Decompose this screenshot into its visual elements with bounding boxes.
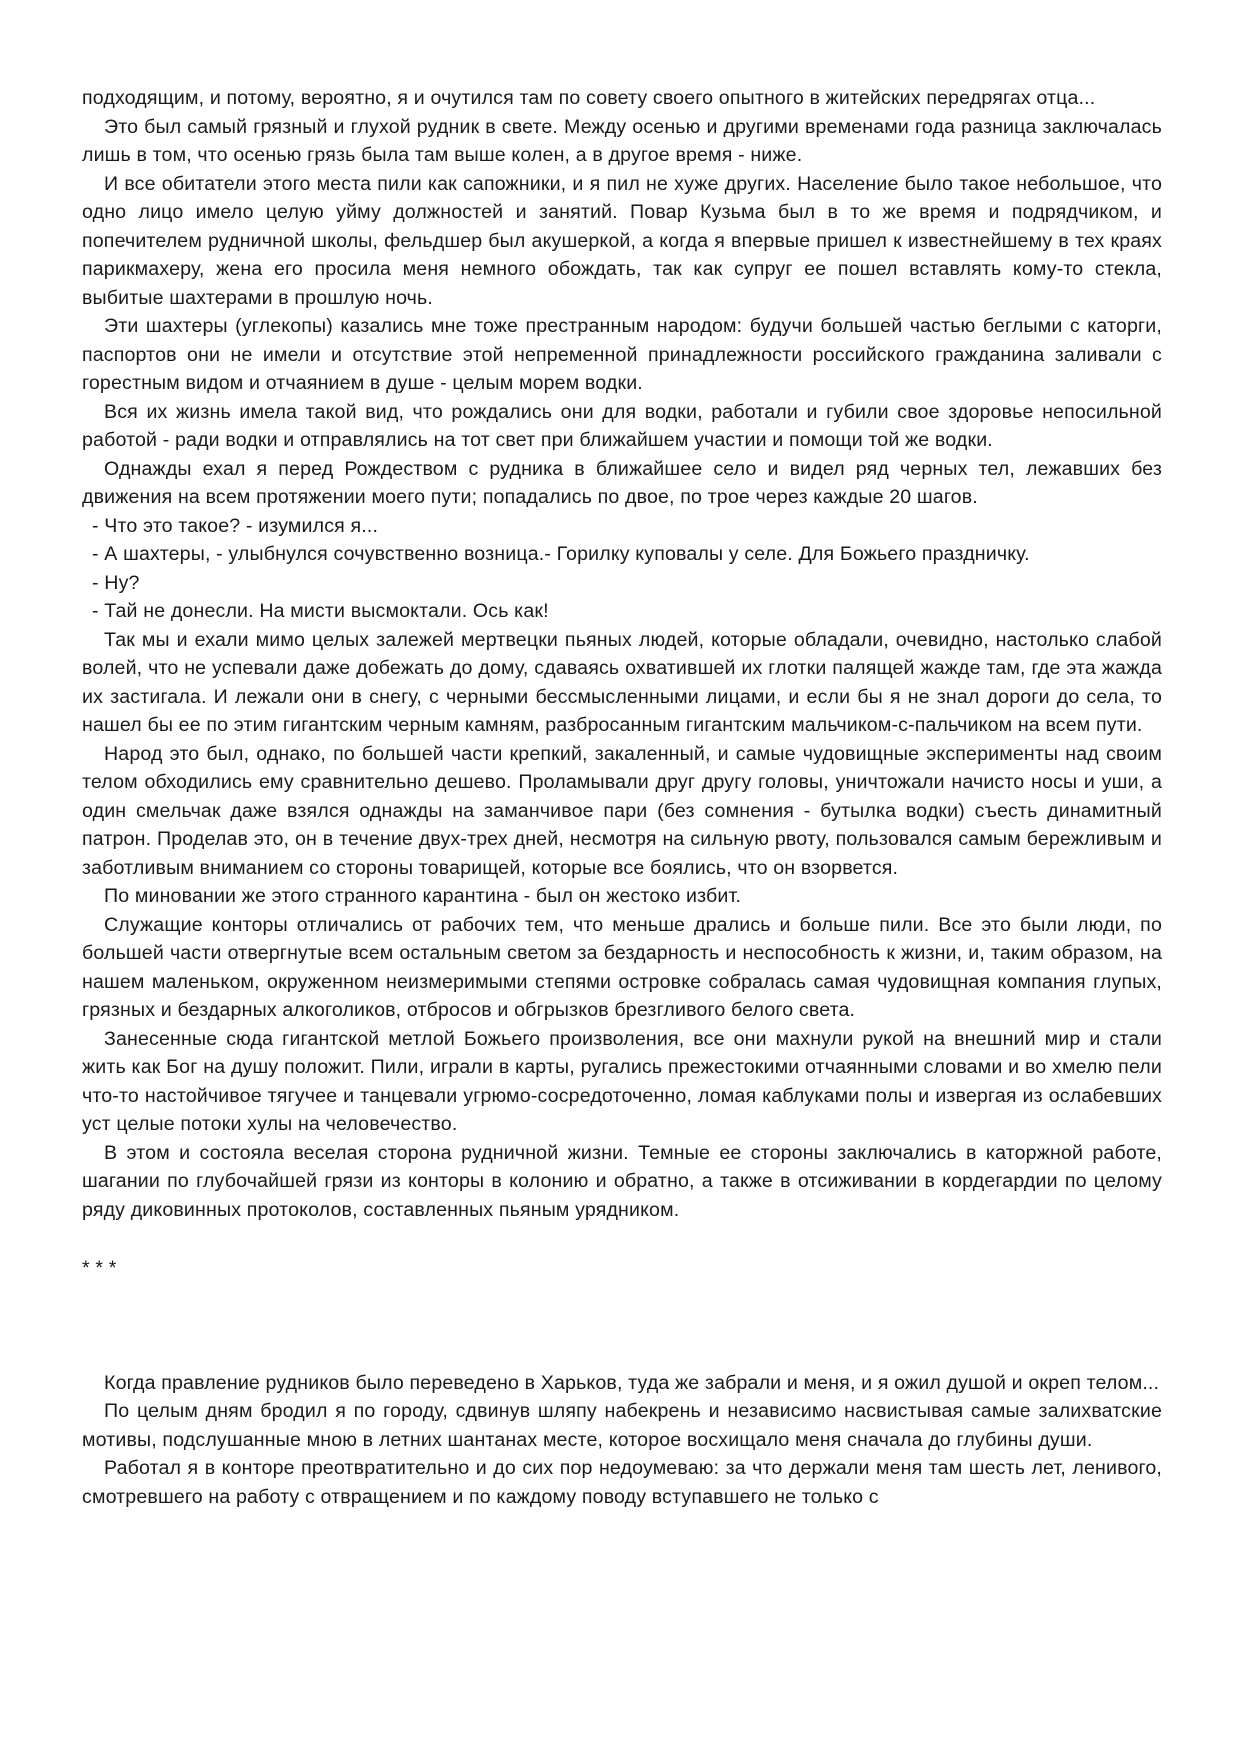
dialogue-line: - Ну?: [92, 571, 140, 594]
dialogue-line: - Тай не донесли. На мисти высмоктали. Ось как!: [92, 600, 549, 622]
paragraph: Эти шахтеры (углекопы) казались мне тоже престранным народом: будучи большей частью беглыми с каторги, паспортов они не имели и отсутствие этой непременной принадлежности российского гражданина заливали с горестным видом и отчаянием в душе - целым морем водки.: [82, 315, 1162, 394]
paragraph: Когда правление рудников было переведено в Харьков, туда же забрали и меня, и я ожил душой и окреп телом...: [104, 1371, 1160, 1394]
document-page: [82, 84, 1162, 1511]
paragraph: По целым дням бродил я по городу, сдвинув шляпу набекрень и независимо насвистывая самые залихватские мотивы, подслушанные мною в летних шантанах месте, которое восхищало меня сначала до глубины души.: [82, 1400, 1162, 1451]
paragraph: В этом и состояла веселая сторона рудничной жизни. Темные ее стороны заключались в каторжной работе, шагании по глубочайшей грязи из конторы в колонию и обратно, а также в отсиживании в кордегардии по целому ряду диковинных протоколов, составленных пьяным урядником.: [82, 1141, 1162, 1221]
paragraph: Служащие конторы отличались от рабочих тем, что меньше дрались и больше пили. Все это были люди, по большей части отвергнутые всем остальным светом за бездарность и неспособность к жизни, и, таким образом, на нашем маленьком, окруженном неизмеримыми степями островке собралась самая чудовищная компания глупых, грязных и бездарных алкоголиков, отбросов и обгрызков брезгливого белого света.: [82, 913, 1162, 1021]
paragraph: подходящим, и потому, вероятно, я и очутился там по совету своего опытного в житейских передрягах отца...: [82, 87, 1096, 109]
dialogue-line: - А шахтеры, - улыбнулся сочувственно возница.- Горилку куповалы у селе. Для Божьего праздничку.: [92, 543, 1030, 565]
paragraph: По миновании же этого странного карантина - был он жестоко избит.: [104, 885, 742, 907]
paragraph: Так мы и ехали мимо целых залежей мертвецки пьяных людей, которые обладали, очевидно, настолько слабой волей, что не успевали даже добежать до дому, сдаваясь охватившей их глотки палящей жажде там, где эта жажда их застигала. И лежали они в снегу, с черными бессмысленными лицами, и если бы я не знал дороги до села, то нашел бы ее по этим гигантским черным камням, разбросанным гигантским мальчиком-с-пальчиком на всем пути.: [82, 628, 1162, 736]
section-separator: * * *: [82, 1257, 117, 1279]
paragraph: Однажды ехал я перед Рождеством с рудника в ближайшее село и видел ряд черных тел, лежавших без движения на всем протяжении моего пути; попадались по двое, по трое через каждые 20 шагов.: [82, 457, 1162, 508]
paragraph: Работал я в конторе преотвратительно и до сих пор недоумеваю: за что держали меня там шесть лет, ленивого, смотревшего на работу с отвращением и по каждому поводу вступавшего не только с: [82, 1457, 1162, 1508]
paragraph: Народ это был, однако, по большей части крепкий, закаленный, и самые чудовищные эксперименты над своим телом обходились ему сравнительно дешево. Проламывали друг другу головы, уничтожали начисто носы и уши, а один смельчак даже взялся однажды на заманчивое пари (без сомнения - бутылка водки) съесть динамитный патрон. Проделав это, он в течение двух-трех дней, несмотря на сильную рвоту, пользовался самым бережливым и заботливым вниманием со стороны товарищей, которые все боялись, что он взорвется.: [82, 742, 1162, 879]
paragraph: Вся их жизнь имела такой вид, что рождались они для водки, работали и губили свое здоровье непосильной работой - ради водки и отправлялись на тот свет при ближайшем участии и помощи той же водки.: [82, 400, 1162, 451]
paragraph: Занесенные сюда гигантской метлой Божьего произволения, все они махнули рукой на внешний мир и стали жить как Бог на душу положит. Пили, играли в карты, ругались прежестокими отчаянными словами и во хмелю пели что-то настойчивое тягучее и танцевали угрюмо-сосредоточенно, ломая каблуками полы и извергая из ослабевших уст целые потоки хулы на человечество.: [82, 1027, 1162, 1135]
paragraph: Это был самый грязный и глухой рудник в свете. Между осенью и другими временами года разница заключалась лишь в том, что осенью грязь была там выше колен, а в другое время - ниже.: [82, 115, 1162, 166]
dialogue-line: - Что это такое? - изумился я...: [92, 514, 379, 537]
paragraph: И все обитатели этого места пили как сапожники, и я пил не хуже других. Население было такое небольшое, что одно лицо имело целую уйму должностей и занятий. Повар Кузьма был в то же время и подрядчиком, и попечителем рудничной школы, фельдшер был акушеркой, а когда я впервые пришел к известнейшему в тех краях парикмахеру, жена его просила меня немного обождать, так как супруг ее пошел вставлять кому-то стекла, выбитые шахтерами в прошлую ночь.: [82, 172, 1162, 309]
